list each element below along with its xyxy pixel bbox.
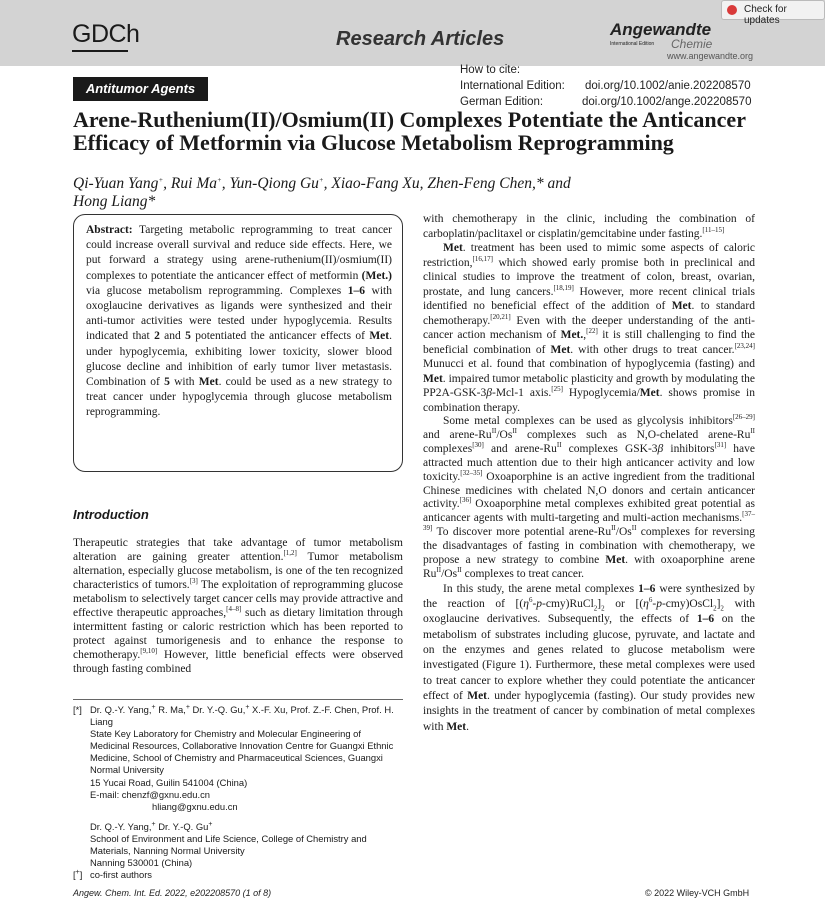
body-text: Oxoaporphine metal complexes exhibited great potential as anticancer agents with multi-targeting and multi-action mechanisms.: [423, 498, 755, 525]
compound-ref: Met: [671, 300, 692, 312]
subscript: 2: [720, 604, 724, 613]
body-text: such as dietary limitation through intermittent fasting or caloric restriction which has been reported to protect against tumorigenesis and to enhance the response to chemotherapy.: [73, 607, 403, 661]
reference-link[interactable]: [20,21]: [490, 312, 511, 321]
compound-ref: Met: [198, 376, 219, 389]
body-text: -cmy)OsCl: [661, 598, 714, 611]
reference-link[interactable]: [30]: [472, 440, 484, 449]
page-footer-citation: Angew. Chem. Int. Ed. 2022, e202208570 (1 of 8): [73, 888, 272, 898]
greek-eta: η: [523, 598, 529, 611]
publisher-logo-underline: [72, 50, 128, 52]
oxidation-state: II: [750, 427, 755, 436]
affiliation-author: X.-F. Xu, Prof. Z.-F. Chen, Prof. H. Liang: [90, 704, 394, 728]
cite-label: How to cite:: [460, 64, 521, 76]
compound-ref: (Met.): [361, 269, 392, 282]
reference-link[interactable]: [26–29]: [732, 413, 755, 422]
reference-link[interactable]: [4–8]: [226, 605, 242, 614]
compound-ref: 2: [154, 330, 160, 343]
compound-ref: 1–6: [347, 284, 365, 297]
compound-ref: Met: [423, 372, 443, 385]
compound-ref: Met: [369, 330, 390, 343]
body-text: . to standard chemotherapy.: [423, 300, 755, 327]
body-text: /Os: [441, 567, 458, 580]
body-text: -Mcl-1 axis.: [492, 387, 552, 399]
journal-logo: [610, 20, 754, 61]
cite-international-doi[interactable]: doi.org/10.1002/anie.202208570: [585, 80, 751, 92]
abstract-label: Abstract:: [86, 224, 133, 236]
footnote-marker: +: [75, 869, 80, 877]
body-text: and arene-Ru: [483, 442, 557, 455]
journal-logo-chemie: Chemie: [671, 37, 713, 51]
reference-link[interactable]: [31]: [714, 440, 727, 449]
compound-ref: 5: [164, 376, 170, 389]
abstract-text: and: [159, 330, 186, 343]
section-heading-introduction: Introduction: [73, 507, 149, 522]
affiliation-institution: School of Environment and Life Science, College of Chemistry and Materials, Nanning Normal University: [90, 832, 367, 857]
author-affiliations: [73, 704, 403, 881]
compound-ref: Met.: [560, 329, 584, 341]
corresponding-email[interactable]: hliang@gxnu.edu.cn: [152, 800, 238, 812]
oxidation-state: II: [491, 427, 497, 436]
body-text: . treatment has been used to mimic some aspects of caloric restriction,: [423, 242, 755, 269]
compound-ref: Met: [467, 689, 488, 702]
affiliation-author: Dr. Q.-Y. Yang,: [90, 704, 152, 715]
article-category-badge: Antitumor Agents: [73, 77, 208, 101]
para-prefix: p: [656, 598, 662, 611]
oxidation-state: II: [611, 524, 616, 533]
abstract-text: potentiated the anticancer effects of: [190, 330, 370, 343]
body-text: ]: [716, 598, 721, 611]
reference-link[interactable]: [37–39]: [423, 510, 755, 533]
author-list: Qi-Yuan Yang+, Rui Ma+, Yun-Qiong Gu+, Xiao-Fang Xu, Zhen-Feng Chen,* and Hong Liang*: [73, 175, 571, 210]
subscript: 2: [593, 604, 598, 613]
compound-ref: Met: [639, 387, 660, 399]
affiliation-address: 15 Yucai Road, Guilin 541004 (China): [90, 776, 248, 788]
spacer: [90, 813, 403, 821]
body-text: . with other drugs to treat cancer.: [570, 343, 735, 356]
footnote-marker: +: [318, 175, 324, 184]
oxidation-state: II: [512, 427, 518, 436]
check-for-updates-label: Check for updates: [744, 4, 787, 26]
compound-ref: Met: [605, 554, 626, 567]
affiliation-address: Nanning 530001 (China): [90, 857, 193, 869]
body-text: . impaired tumor metabolic plasticity and growth by modulating the PP2A-GSK-3: [423, 372, 755, 399]
section-name: Research Articles: [336, 28, 505, 50]
crossmark-icon: [727, 5, 737, 15]
body-text: In this study, the arene metal complexes: [443, 582, 639, 595]
reference-link[interactable]: [1,2]: [283, 549, 297, 558]
abstract-box: [73, 214, 403, 472]
journal-logo-main: Angewandte: [610, 20, 712, 39]
body-text: .: [466, 720, 469, 733]
body-text: -: [652, 598, 657, 611]
journal-url: www.angewandte.org: [667, 51, 754, 61]
body-text: However, little beneficial effects were observed through fasting combined: [73, 649, 403, 675]
compound-ref: 5: [185, 330, 191, 343]
cite-german-doi[interactable]: doi.org/10.1002/ange.202208570: [582, 96, 752, 108]
oxidation-state: II: [457, 566, 462, 575]
bracket-open: [: [73, 869, 76, 881]
body-text: The exploitation of reprogramming glucose metabolism to selectively target cancer cells may provide attractive and effective therapeutic approaches,: [73, 579, 403, 619]
body-text: complexes: [423, 442, 473, 455]
reference-link[interactable]: [9,10]: [140, 647, 158, 656]
abstract-text: with: [169, 376, 199, 389]
affiliation-author: Dr. Y.-Q. Gu: [155, 820, 209, 832]
footnote-mark: [73, 869, 82, 881]
footnote-marker: +: [158, 175, 164, 184]
introduction-text: [73, 536, 403, 676]
hapticity: 6: [528, 596, 533, 605]
greek-beta: β: [657, 442, 664, 455]
body-text: with chemotherapy in the clinic, including the combination of carboplatin/paclitaxel or cisplatin/gemcitabine under fasting.: [423, 213, 755, 240]
corresponding-email[interactable]: E-mail: chenzf@gxnu.edu.cn: [90, 788, 210, 800]
author[interactable]: Xiao-Fang Xu, Zhen-Feng Chen,* and: [331, 175, 571, 192]
body-text: Oxoaporphine is an active ingredient from the traditional Chinese medicines with chelated N,O donors and certain anticancer activity.: [423, 470, 755, 511]
cofirst-note: [73, 869, 403, 881]
greek-beta: β: [486, 387, 492, 399]
reference-link[interactable]: [25]: [551, 385, 563, 394]
body-text: Tumor metabolism alternation, especially glucose metabolism, is one of the ten recognized characteristics of tumors.: [73, 551, 403, 591]
body-text: Some metal complexes can be used as glycolysis inhibitors: [443, 415, 733, 427]
compound-ref: Met: [550, 343, 571, 356]
affiliation-author: Dr. Q.-Y. Yang,: [90, 820, 152, 832]
body-text: /Os: [615, 526, 632, 539]
body-text: . shows promise in combination therapy.: [423, 387, 755, 414]
page-header: [0, 0, 825, 66]
body-text: To discover more potential arene-Ru: [432, 526, 612, 539]
body-text: complexes GSK-3: [561, 442, 658, 455]
body-text: However, more recent clinical trials identified no beneficial effect of the addition of: [423, 285, 755, 312]
bracket-close: ]: [79, 869, 83, 881]
footnote-marker: +: [151, 703, 156, 711]
body-text: /Os: [496, 428, 513, 441]
body-text: . with oxoaporphine arene Ru: [423, 554, 755, 580]
body-text: or [(: [604, 598, 644, 611]
reference-link[interactable]: [32–35]: [460, 468, 483, 477]
body-text: were synthesized by the reaction of [(: [423, 582, 755, 611]
affiliation-institution: State Key Laboratory for Chemistry and Molecular Engineering of Medicinal Resources, Collaborative Innovation Centre for Guangxi Ethnic Medicine, School of Chemistry and Pharmaceutical Sciences, Guangxi Normal University: [90, 728, 394, 776]
abstract-text: . could be used as a new strategy to treat cancer under hypoglycemia through glucose metabolism reprogramming.: [86, 376, 392, 419]
body-text: have attracted much attention due to their high anticancer activity and low toxicity.: [423, 442, 756, 483]
right-column-text: [423, 212, 755, 735]
footnote-marker: +: [245, 703, 250, 711]
oxidation-state: II: [556, 440, 562, 449]
abstract-text: Targeting metabolic reprogramming to treat cancer could increase overall survival and reduce side effects. Here, we put forward a strategy using arene-ruthenium(II)/osmium(II) complexes to potentiate the anticancer effect of metformin: [86, 224, 392, 282]
body-text: it is still challenging to find the beneficial combination of: [423, 329, 755, 356]
reference-link[interactable]: [11–15]: [702, 225, 725, 234]
compound-ref: Met: [443, 242, 463, 254]
compound-ref: 1–6: [638, 582, 656, 595]
greek-eta: η: [643, 598, 649, 611]
footnote-marker: +: [208, 820, 213, 828]
hapticity: 6: [648, 596, 653, 605]
body-text: -cmy)RuCl: [542, 598, 594, 611]
author[interactable]: Rui Ma: [170, 175, 217, 192]
reference-link[interactable]: [36]: [459, 496, 472, 505]
footnote-divider: [73, 699, 403, 700]
subscript: 2: [713, 604, 717, 613]
cite-international: [460, 80, 751, 92]
reference-link[interactable]: [3]: [189, 577, 198, 586]
author[interactable]: Qi-Yuan Yang: [73, 175, 159, 192]
compound-ref: Met: [446, 720, 467, 733]
article-title: Arene-Ruthenium(II)/Osmium(II) Complexes Potentiate the Anticancer Efficacy of Metformin via Glucose Metabolism Reprogramming: [73, 107, 746, 155]
footnote-mark: [*]: [73, 704, 82, 715]
oxidation-state: II: [631, 524, 637, 533]
abstract-text: via glucose metabolism reprogramming. Complexes: [86, 284, 348, 297]
reference-link[interactable]: [16,17]: [472, 254, 493, 263]
body-text: . under hypoglycemia (fasting). Our study provides new insights in the treatment of cancer by combination of metal complexes with: [423, 689, 755, 733]
oxidation-state: II: [436, 566, 442, 575]
reference-link[interactable]: [22]: [586, 327, 598, 336]
body-text: complexes for reversing the disadvantages of fasting in combination with chemotherapy, we propose a new strategy to combine: [423, 526, 755, 567]
page-footer-copyright: © 2022 Wiley-VCH GmbH: [645, 888, 750, 898]
affiliation-author: R. Ma,: [155, 704, 186, 715]
cite-international-label: International Edition:: [460, 80, 565, 92]
body-text: ]: [597, 598, 602, 611]
author[interactable]: Hong Liang*: [73, 193, 156, 210]
body-text: with oxoglaucine derivatives. Subsequently, the effects of: [423, 598, 755, 626]
footnote-marker: +: [151, 820, 156, 828]
abstract-text: with oxoglaucine derivatives as ligands were synthesized and their anti-tumor activities were tested under hypoglycemia. Results indicated that: [86, 284, 392, 343]
body-text: Therapeutic strategies that take advantage of tumor metabolism alteration are gaining greater attention.: [73, 537, 403, 563]
reference-link[interactable]: [18,19]: [553, 283, 574, 292]
cite-german-label: German Edition:: [460, 96, 544, 108]
body-text: Hypoglycemia/: [562, 387, 640, 399]
body-text: complexes to treat cancer.: [461, 567, 585, 580]
affiliation-block: [73, 704, 403, 869]
body-text: and arene-Ru: [423, 428, 492, 441]
compound-ref: 1–6: [696, 613, 715, 626]
cofirst-label: co-first authors: [90, 869, 152, 881]
body-text: Munucci et al. found that combination of hypoglycemia (fasting) and: [423, 358, 755, 370]
affiliation-author: Dr. Y.-Q. Gu,: [189, 704, 246, 715]
author[interactable]: Yun-Qiong Gu: [229, 175, 319, 192]
publisher-logo: GDCh: [72, 20, 140, 48]
body-text: inhibitors: [663, 442, 715, 455]
journal-logo-sub: International Edition: [610, 41, 655, 47]
footnote-marker: +: [216, 175, 222, 184]
body-text: Even with the deeper understanding of the anti-cancer action mechanism of: [423, 314, 755, 341]
abstract-text: . under hypoglycemia, exhibiting lower toxicity, slower blood glucose decline and inhibition of early tumor liver metastasis. Combination of: [86, 330, 392, 389]
body-text: -: [532, 598, 537, 611]
footnote-marker: +: [185, 703, 190, 711]
body-text: which showed early promise both in preclinical and clinical studies to improve the treatment of colon, breast, ovarian, prostate, and lung cancers.: [423, 256, 755, 298]
body-text: complexes such as N,O-chelated arene-Ru: [517, 428, 751, 441]
reference-link[interactable]: [23,24]: [734, 341, 755, 350]
subscript: 2: [601, 604, 605, 613]
body-text: ,: [583, 329, 587, 341]
para-prefix: p: [536, 598, 543, 611]
body-text: on the metabolism of substrates including glucose, pyruvate, and lactate and on the enzymes and genes related to glucose metabolism were investigated (Figure 1). Furthermore, these metal complexes were used to treat cancer to explore whether they could potentiate the anticancer effect of: [423, 613, 755, 702]
check-for-updates-button[interactable]: [721, 0, 825, 26]
